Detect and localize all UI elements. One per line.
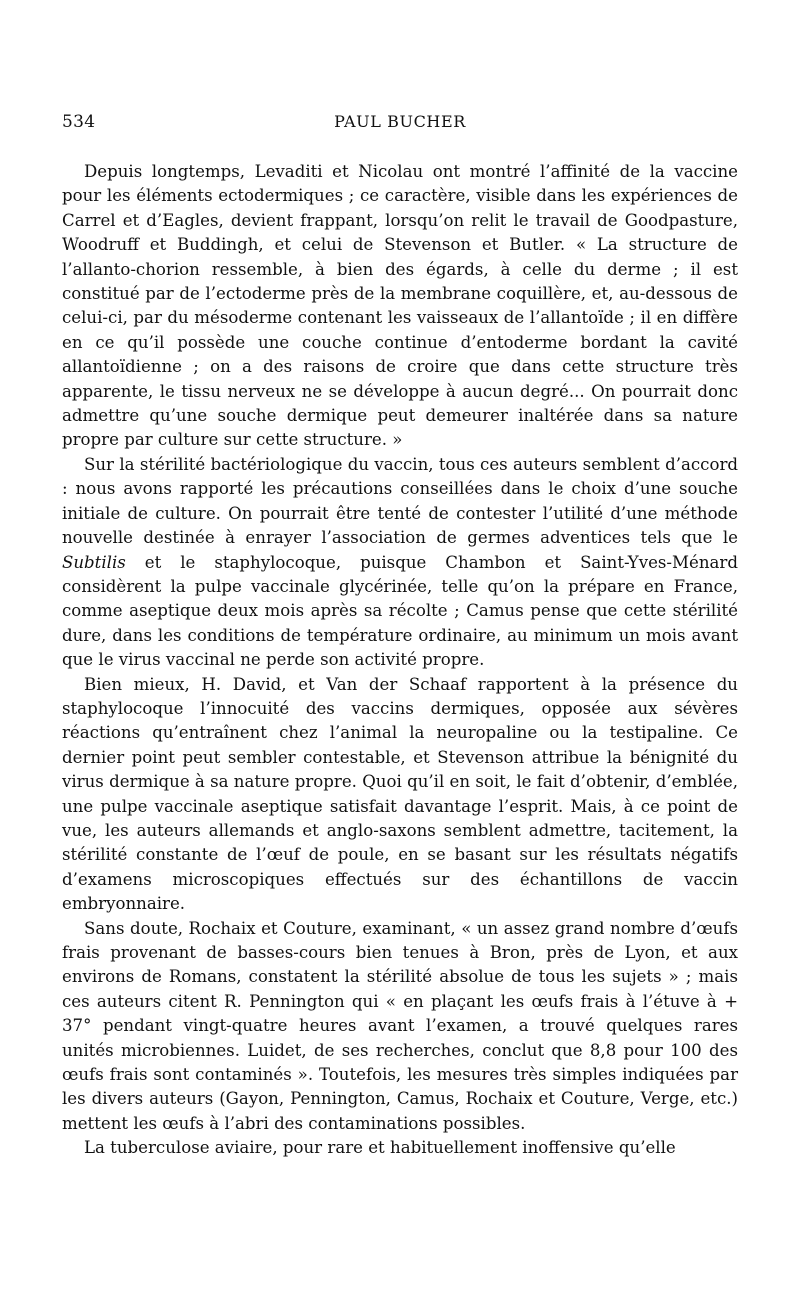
paragraph-2-italic-term: Subtilis — [62, 552, 126, 572]
paragraph-3: Bien mieux, H. David, et Van der Schaaf rapportent à la présence du staphylocoque l’innocuité des vaccins dermiques, opposée aux sévères réactions qu’entraînent chez l’animal la neuropaline ou la testipaline. Ce dernier point peut sembler contestable, et Stevenson attribue la bénignité du virus dermique à sa nature propre. Quoi qu’il en soit, le fait d’obtenir, d’emblée, une pulpe vaccinale aseptique satisfait davantage l’esprit. Mais, à ce point de vue, les auteurs allemands et anglo-saxons semblent admettre, tacitement, la stérilité constante de l’œuf de poule, en se basant sur les résultats négatifs d’examens microscopiques effectués sur des échantillons de vaccin embryonnaire. — [62, 674, 738, 914]
paragraph-1: Depuis longtemps, Levaditi et Nicolau ont montré l’affinité de la vaccine pour les éléments ectodermiques ; ce caractère, visible dans les expériences de Carrel et d’Eagles, devient frappant, lorsqu’on relit le travail de Goodpasture, Woodruff et Buddingh, et celui de Stevenson et Butler. « La structure de l’allanto-chorion ressemble, à bien des égards, à celle du derme ; il est constitué par de l’ectoderme près de la membrane coquillère, et, au-dessous de celui-ci, par du mésoderme contenant les vaisseaux de l’allantoïde ; il en diffère en ce qu’il possède une couche continue d’entoderme bordant la cavité allantoïdienne ; on a des raisons de croire que dans cette structure très apparente, le tissu nerveux ne se développe à aucun degré... On pourrait donc admettre qu’une souche dermique peut demeurer inaltérée dans sa nature propre par culture sur cette structure. » — [62, 162, 738, 450]
page-number: 534 — [62, 112, 96, 132]
paragraph-5: La tuberculose aviaire, pour rare et habituellement inoffensive qu’elle — [84, 1138, 676, 1158]
paragraph-4: Sans doute, Rochaix et Couture, examinant, « un assez grand nombre d’œufs frais provenant de basses-cours bien tenues à Bron, près de Lyon, et aux environs de Romans, constatent la stérilité absolue de tous les sujets » ; mais ces auteurs citent R. Pennington qui « en plaçant les œufs frais à l’étuve à + 37° pendant vingt-quatre heures avant l’examen, a trouvé quelques rares unités microbiennes. Luidet, de ses recherches, conclut que 8,8 pour 100 des œufs frais sont contaminés ». Toutefois, les mesures très simples indiquées par les divers auteurs (Gayon, Pennington, Camus, Rochaix et Couture, Verge, etc.) mettent les œufs à l’abri des contaminations possibles. — [62, 918, 738, 1133]
page-header — [62, 112, 738, 138]
running-head: PAUL BUCHER — [334, 112, 466, 131]
paragraph-2-text-before: Sur la stérilité bactériologique du vaccin, tous ces auteurs semblent d’accord : nous avons rapporté les précautions conseillées dans le choix d’une souche initiale de culture. On pourrait être tenté de contester l’utilité d’une méthode nouvelle destinée à enrayer l’association de germes adventices tels que le — [62, 454, 738, 548]
book-page — [62, 112, 738, 1161]
body-text — [62, 160, 738, 1161]
paragraph-2 — [62, 453, 738, 673]
paragraph-2-text-after: et le staphylocoque, puisque Chambon et Saint-Yves-Ménard considèrent la pulpe vaccinale glycérinée, telle qu’on la prépare en France, comme aseptique deux mois après sa récolte ; Camus pense que cette stérilité dure, dans les conditions de température ordinaire, au minimum un mois avant que le virus vaccinal ne perde son activité propre. — [62, 552, 738, 670]
